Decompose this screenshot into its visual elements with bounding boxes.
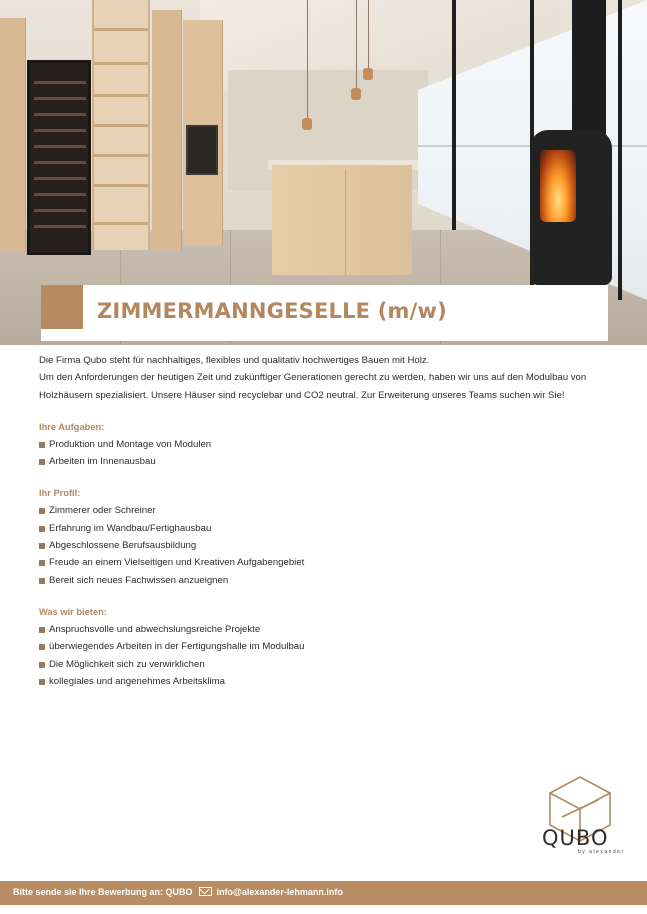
window-mullion xyxy=(618,0,622,300)
footer-label: Bitte sende sie Ihre Bewerbung an: QUBO xyxy=(13,887,193,897)
stove-pipe xyxy=(572,0,606,136)
list-item: Arbeiten im Innenausbau xyxy=(39,453,619,470)
square-bullet-icon xyxy=(39,627,45,633)
mail-icon xyxy=(199,887,212,896)
intro-line: Um den Anforderungen der heutigen Zeit und zukünftiger Generationen gerecht zu werden, haben wir uns auf den Modulbau von xyxy=(39,372,587,384)
bullet-list xyxy=(39,621,619,690)
wine-fridge xyxy=(27,60,91,255)
title-accent-block xyxy=(41,285,83,329)
logo-tagline: by alexander xyxy=(578,849,625,855)
list-item: Freude an einem Vielseitigen und Kreativen Aufgabengebiet xyxy=(39,554,619,571)
intro-text xyxy=(39,352,619,404)
list-item: Bereit sich neues Fachwissen anzueignen xyxy=(39,572,619,589)
oven xyxy=(186,125,218,175)
bullet-list xyxy=(39,502,619,588)
lamp-wire xyxy=(368,0,369,70)
list-item: Produktion und Montage von Modulen xyxy=(39,436,619,453)
list-item: kollegiales und angenehmes Arbeitsklima xyxy=(39,673,619,690)
pendant-lamp xyxy=(302,118,312,130)
square-bullet-icon xyxy=(39,459,45,465)
kitchen-island xyxy=(272,165,412,275)
square-bullet-icon xyxy=(39,644,45,650)
square-bullet-icon xyxy=(39,578,45,584)
window-mullion xyxy=(452,0,456,230)
job-description xyxy=(39,352,619,690)
square-bullet-icon xyxy=(39,560,45,566)
fire-window xyxy=(540,150,576,222)
section-profile xyxy=(39,485,619,588)
list-item: überwiegendes Arbeiten in der Fertigungshalle im Modulbau xyxy=(39,638,619,655)
shelf-unit xyxy=(92,0,150,250)
kitchen-island-edge xyxy=(345,170,346,275)
square-bullet-icon xyxy=(39,508,45,514)
list-item: Abgeschlossene Berufsausbildung xyxy=(39,537,619,554)
pendant-lamp xyxy=(363,68,373,80)
square-bullet-icon xyxy=(39,662,45,668)
section-offer xyxy=(39,604,619,690)
section-heading: Ihre Aufgaben: xyxy=(39,421,105,432)
section-heading: Ihr Profil: xyxy=(39,488,81,499)
square-bullet-icon xyxy=(39,442,45,448)
square-bullet-icon xyxy=(39,526,45,532)
list-item: Die Möglichkeit sich zu verwirklichen xyxy=(39,656,619,673)
intro-line: Die Firma Qubo steht für nachhaltiges, flexibles und qualitativ hochwertiges Bauen mit Holz. xyxy=(39,355,430,366)
list-item: Anspruchsvolle und abwechslungsreiche Projekte xyxy=(39,621,619,638)
cabinet xyxy=(0,18,26,252)
section-heading: Was wir bieten: xyxy=(39,606,107,617)
lamp-wire xyxy=(307,0,308,120)
logo-wordmark: QUBO xyxy=(542,826,609,850)
list-item: Zimmerer oder Schreiner xyxy=(39,502,619,519)
bullet-list xyxy=(39,436,619,471)
footer-email-link[interactable]: info@alexander-lehmann.info xyxy=(216,887,343,897)
square-bullet-icon xyxy=(39,543,45,549)
list-item: Erfahrung im Wandbau/Fertighausbau xyxy=(39,520,619,537)
intro-line: Holzhäusern spezialisiert. Unsere Häuser sind recyclebar und CO2 neutral. Zur Erweiterung unseres Teams suchen wir Sie! xyxy=(39,389,565,401)
square-bullet-icon xyxy=(39,679,45,685)
cabinet xyxy=(152,10,182,250)
footer-contact xyxy=(13,887,343,897)
section-tasks xyxy=(39,419,619,471)
lamp-wire xyxy=(356,0,357,90)
page-title: ZIMMERMANNGESELLE (m/w) xyxy=(97,299,447,323)
pendant-lamp xyxy=(351,88,361,100)
